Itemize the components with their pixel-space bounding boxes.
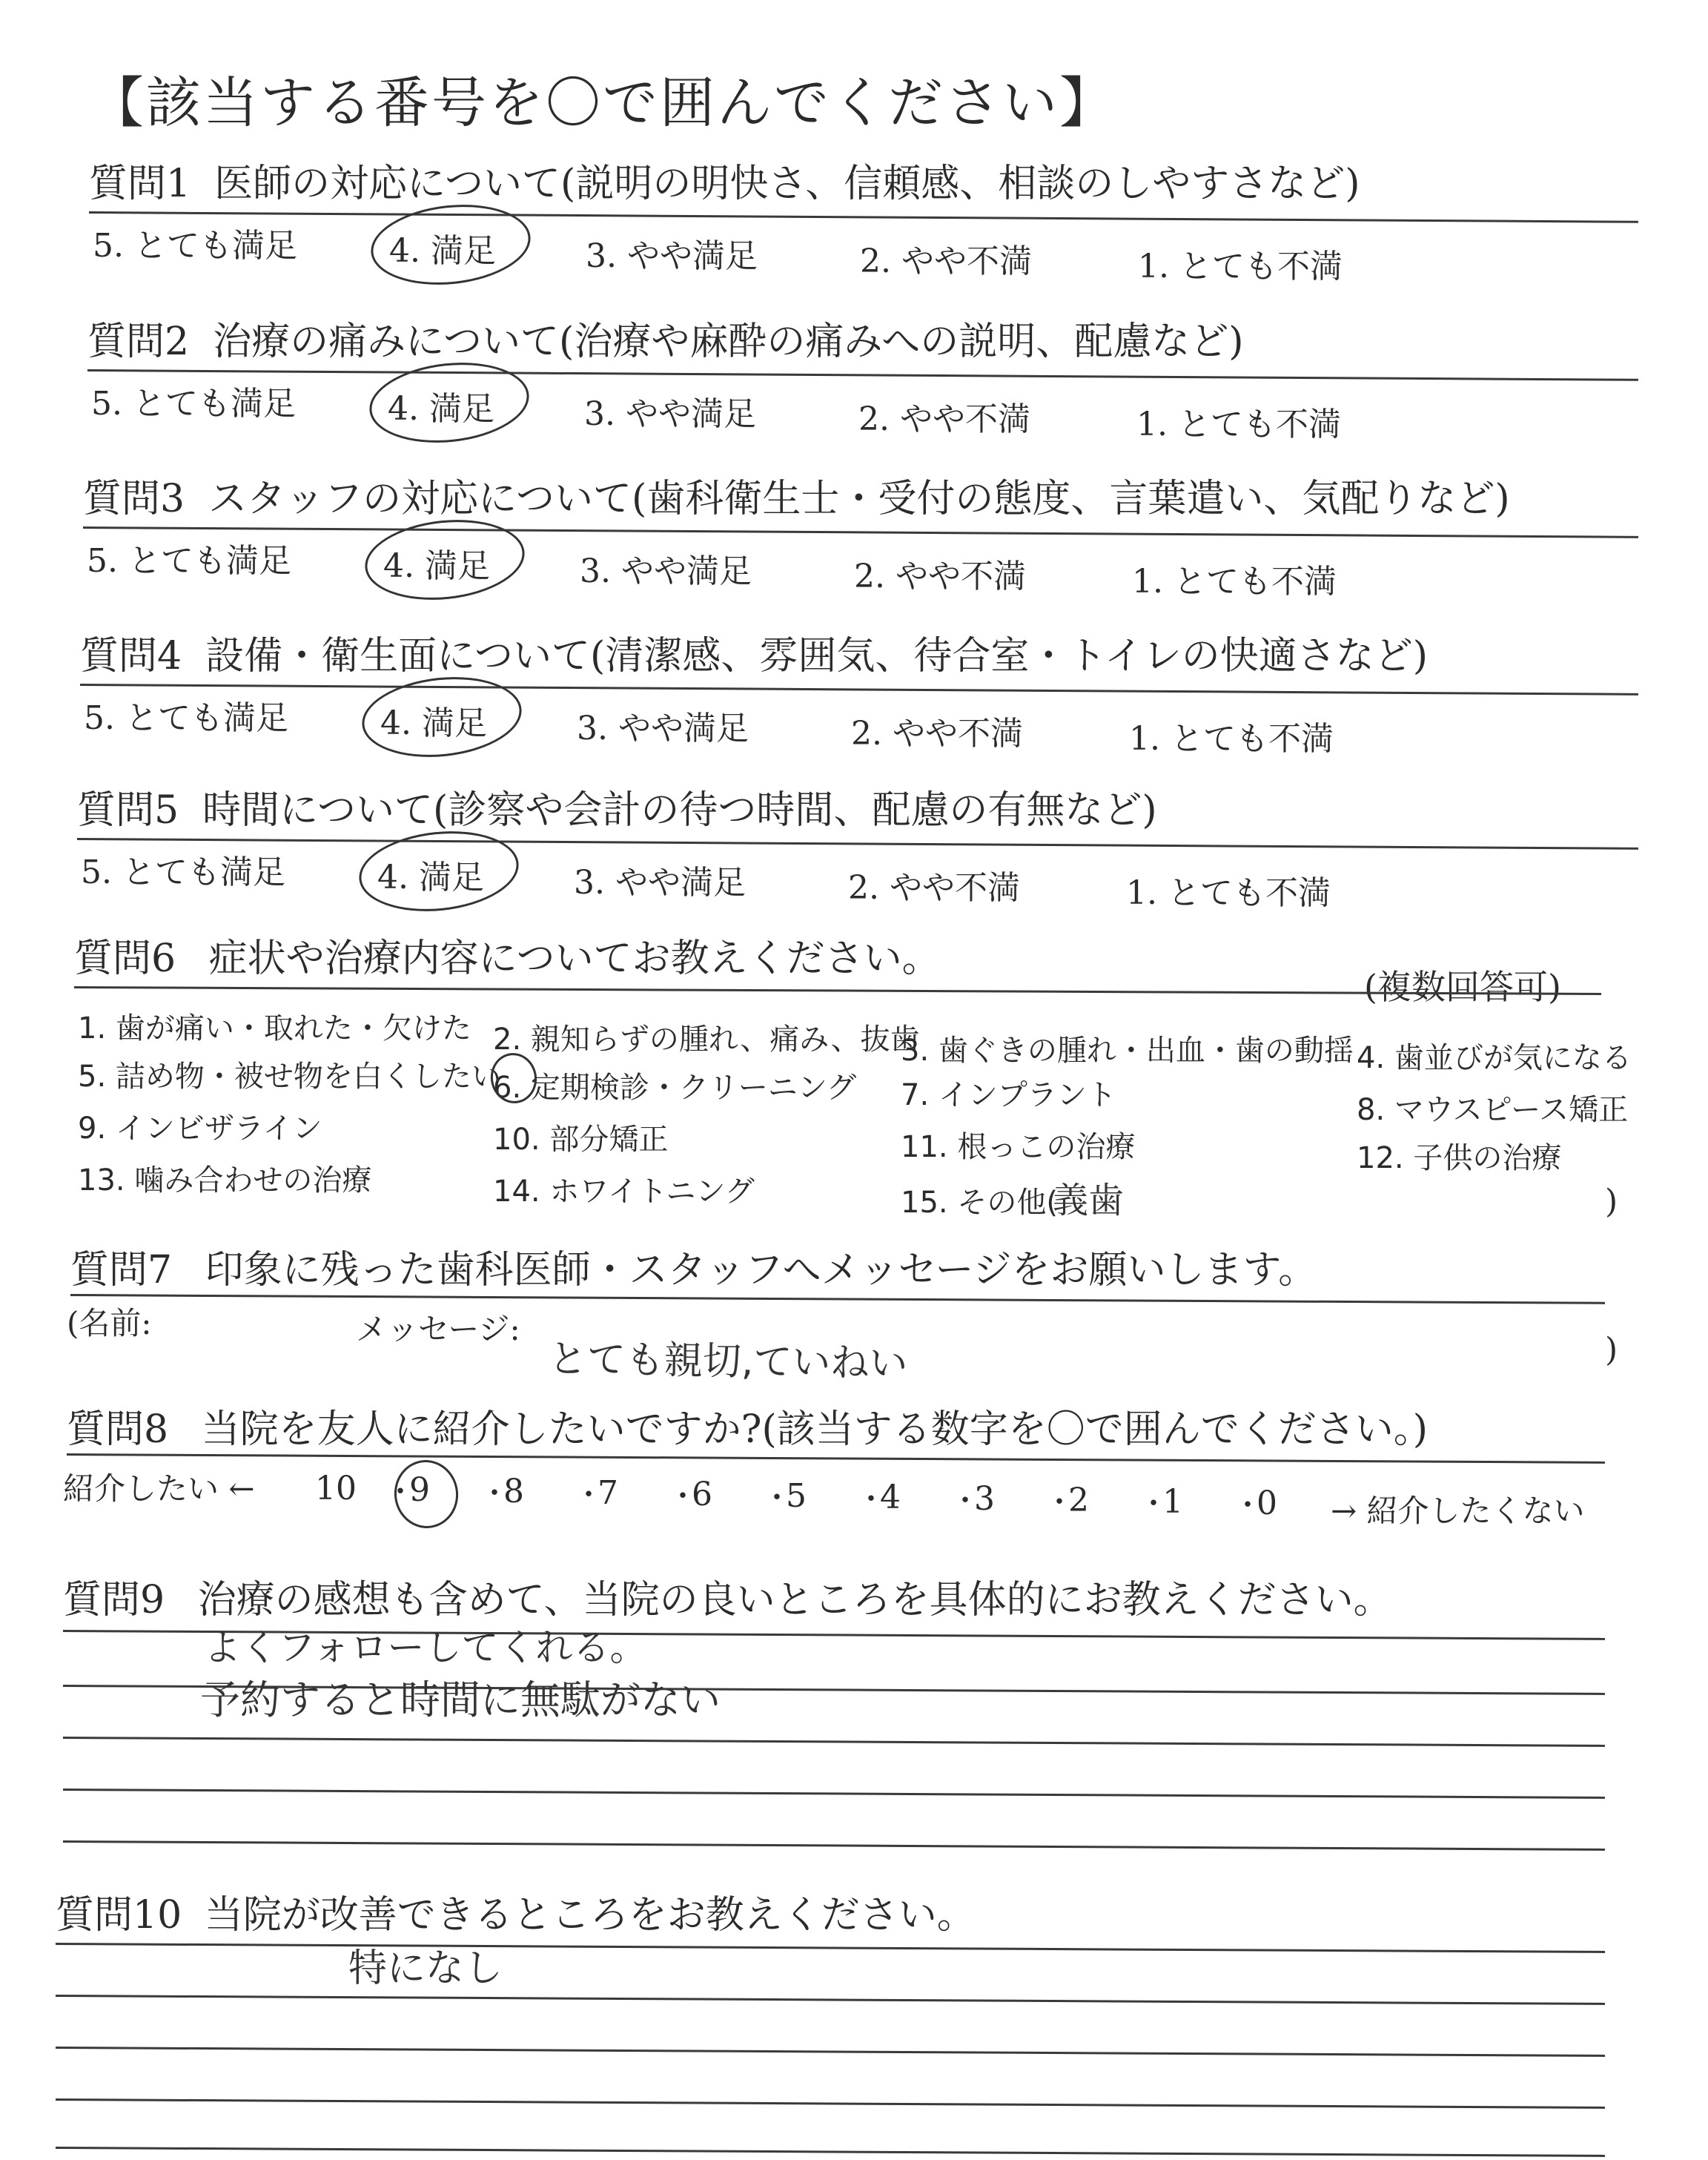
q8-scale-dot: ・ [762,1481,792,1515]
q1-option-1: 5. とても満足 [93,227,297,265]
q6-option-13: 13. 噛み合わせの治療 [78,1163,372,1198]
q5-option-3: 3. やや満足 [574,864,746,902]
q10-rule-5 [56,2147,1605,2157]
q6-option-12: 12. 子供の治療 [1357,1141,1562,1175]
q8-scale-dot: ・ [1139,1487,1168,1521]
q5-option-2: 4. 満足 [377,859,484,896]
q9-label: 質問9 [63,1578,165,1622]
q8-scale-5: 5 [786,1477,807,1515]
q6-option-3: 3. 歯ぐきの腫れ・出血・歯の動揺 [901,1034,1354,1068]
q6-option-15: 15. その他( [901,1186,1058,1220]
q2-rule [87,369,1638,381]
q10-answer-line-1: 特になし [348,1946,503,1991]
q8-scale-2: 2 [1068,1482,1089,1519]
q7-text: 印象に残った歯科医師・スタッフへメッセージをお願いします。 [205,1248,1317,1292]
q2-label: 質問2 [87,320,190,364]
q8-scale-3: 3 [974,1480,995,1518]
q5-option-5: 1. とても不満 [1126,874,1331,912]
q8-scale-1: 1 [1162,1483,1183,1521]
q10-text: 当院が改善できるところをお教えください。 [204,1893,976,1938]
q9-text: 治療の感想も含めて、当院の良いところを具体的にお教えください。 [197,1578,1392,1622]
q8-scale-dot: ・ [480,1476,509,1510]
q6-option-7: 7. インプラント [901,1078,1116,1112]
q4-rule [80,684,1638,696]
q5-text: 時間について(診察や会計の待つ時間、配慮の有無など) [202,788,1157,833]
q9-answer-line-2: 予約すると時間に無駄がない [200,1677,721,1723]
q8-scale-4: 4 [880,1479,901,1516]
q6-label: 質問6 [74,937,176,981]
q6-option-4: 4. 歯並びが気になる [1357,1041,1632,1075]
q8-scale-dot: ・ [950,1484,980,1518]
q8-scale-8: 8 [503,1473,524,1510]
q3-text: スタッフの対応について(歯科衛生士・受付の態度、言葉遣い、気配りなど) [208,477,1510,521]
q3-option-1: 5. とても満足 [87,542,291,580]
q6-option-2: 2. 親知らずの腫れ、痛み、抜歯 [493,1023,920,1057]
q7-heading [70,1238,1317,1294]
q4-text: 設備・衛生面について(清潔感、雰囲気、待合室・トイレの快適さなど) [205,634,1429,678]
q4-option-3: 3. やや満足 [577,710,749,747]
q8-scale-dot: ・ [385,1475,415,1509]
q8-scale-7: 7 [598,1474,618,1512]
q8-rule [67,1453,1605,1464]
q8-selection-circle [390,1456,463,1532]
q6-heading [74,927,941,982]
q10-label: 質問10 [56,1893,182,1938]
q8-scale-dot: ・ [856,1482,886,1516]
q4-option-4: 2. やや不満 [851,715,1023,753]
q9-answer-line-1: よくフォローしてくれる。 [204,1626,647,1669]
q8-scale-dot: ・ [1045,1485,1074,1519]
q5-rule [77,838,1638,850]
q6-note: (複数回答可) [1364,967,1561,1007]
q2-option-4: 2. やや不満 [858,400,1030,438]
q8-scale-6: 6 [692,1476,712,1513]
q2-option-2: 4. 満足 [388,390,494,428]
q3-label: 質問3 [83,477,185,521]
q3-option-2: 4. 満足 [383,547,490,585]
q6-option-1: 1. 歯が痛い・取れた・欠けた [78,1011,471,1046]
q10-rule-1 [56,1943,1605,1953]
q3-selection-circle [361,512,529,607]
q10-rule-3 [56,2047,1605,2057]
q7-close-paren: ) [1605,1331,1618,1369]
q5-option-4: 2. やや不満 [848,869,1020,907]
q3-heading [83,467,1510,523]
q1-option-5: 1. とても不満 [1138,248,1343,285]
q10-rule-4 [56,2098,1605,2109]
q9-rule-4 [63,1789,1605,1799]
q4-selection-circle [358,670,526,764]
q10-rule-2 [56,1995,1605,2005]
q1-text: 医師の対応について(説明の明快さ、信頼感、相談のしやすさなど) [214,162,1360,206]
q8-right-label: → 紹介したくない [1331,1493,1585,1529]
q3-option-5: 1. とても不満 [1132,563,1337,601]
q8-scale-10: 10 [315,1470,357,1507]
q7-label: 質問7 [70,1248,173,1292]
q8-heading [67,1398,1428,1453]
q8-label: 質問8 [67,1407,169,1452]
q1-heading [89,152,1360,208]
q4-option-1: 5. とても満足 [84,699,288,737]
q6-option-9: 9. インビザライン [78,1112,322,1146]
q6-option-10: 10. 部分矯正 [493,1123,669,1157]
q1-option-4: 2. やや不満 [860,242,1032,280]
q8-scale-dot: ・ [668,1479,698,1513]
q5-label: 質問5 [77,788,179,833]
q1-option-3: 3. やや満足 [586,237,758,275]
q6-option-5: 5. 詰め物・被せ物を白くしたい [78,1060,501,1094]
q8-scale-9: 9 [409,1471,430,1509]
q8-left-label: 紹介したい ← [63,1470,255,1507]
q1-rule [89,211,1638,223]
q3-rule [83,526,1638,538]
q1-label: 質問1 [89,162,191,206]
q9-heading [63,1568,1392,1624]
q8-scale-dot: ・ [1233,1488,1262,1522]
q6-option-6: 6. 定期検診・クリーニング [493,1071,857,1105]
q6-option-14: 14. ホワイトニング [493,1175,755,1209]
q4-label: 質問4 [80,634,182,678]
q7-name-label: (名前: [67,1305,152,1341]
q8-text: 当院を友人に紹介したいですか?(該当する数字を〇で囲んでください。) [201,1407,1429,1452]
q3-option-3: 3. やや満足 [580,552,752,590]
q8-scale-0: 0 [1257,1484,1277,1522]
q4-option-5: 1. とても不満 [1129,720,1334,758]
q4-heading [80,624,1428,680]
q7-rule [70,1294,1605,1304]
q2-text: 治療の痛みについて(治療や麻酔の痛みへの説明、配慮など) [213,320,1244,364]
q6-text: 症状や治療内容についてお教えください。 [208,937,941,981]
q5-heading [77,779,1157,834]
q5-selection-circle [355,824,523,919]
q9-rule-3 [63,1737,1605,1747]
q3-option-4: 2. やや不満 [854,558,1026,595]
q6-close-paren: ) [1605,1183,1618,1221]
q7-message: とても親切,ていねい [548,1337,908,1387]
q9-rule-5 [63,1840,1605,1851]
q6-option-11: 11. 根っこの治療 [901,1130,1136,1164]
q2-option-1: 5. とても満足 [91,385,296,423]
q2-option-5: 1. とても不満 [1136,406,1341,443]
q5-option-1: 5. とても満足 [81,853,285,891]
page-title: 【該当する番号を〇で囲んでください】 [89,71,1116,135]
q2-heading [87,310,1244,366]
q4-option-2: 4. 満足 [380,704,487,742]
q1-selection-circle [367,197,534,292]
q1-option-2: 4. 満足 [389,232,496,270]
q10-heading [56,1883,976,1939]
q2-option-3: 3. やや満足 [584,395,756,433]
q8-scale-dot: ・ [574,1478,603,1512]
q6-other-text: 義歯 [1053,1180,1125,1221]
q6-option-8: 8. マウスピース矯正 [1357,1093,1629,1127]
q2-selection-circle [365,355,533,450]
q7-message-label: メッセージ: [356,1311,520,1347]
